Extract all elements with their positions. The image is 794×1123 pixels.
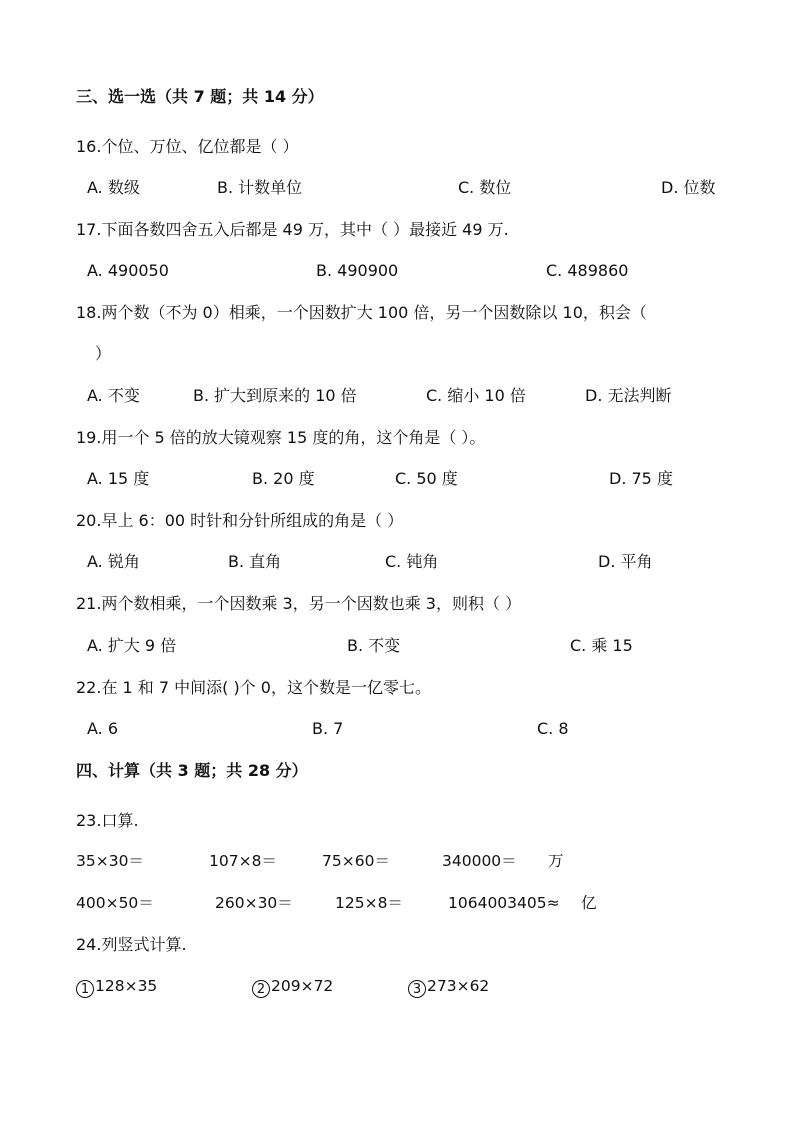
q16-option-b: B. 计数单位 — [217, 178, 303, 197]
q20-option-a: A. 锐角 — [87, 552, 140, 571]
q17-option-a: A. 490050 — [87, 261, 169, 280]
q23-row2-unit: 亿 — [581, 894, 597, 912]
q22-option-b: B. 7 — [312, 719, 344, 738]
q22-option-a: A. 6 — [87, 719, 119, 738]
question-18-stem: 18.两个数（不为 0）相乘，一个因数扩大 100 倍，另一个因数除以 10，积会（ — [76, 303, 647, 322]
q22-option-c: C. 8 — [537, 719, 569, 738]
q23-row1-item-3: 75×60＝ — [322, 852, 390, 870]
q18-option-a: A. 不变 — [87, 386, 140, 405]
q20-option-b: B. 直角 — [228, 552, 282, 571]
question-24-stem: 24.列竖式计算. — [76, 935, 187, 954]
question-23-stem: 23.口算. — [76, 811, 139, 830]
q16-option-c: C. 数位 — [458, 178, 512, 197]
q19-option-d: D. 75 度 — [609, 469, 673, 488]
q23-row1-item-2: 107×8＝ — [209, 852, 277, 870]
q20-option-c: C. 钝角 — [385, 552, 439, 571]
q24-item-1-expr: 128×35 — [95, 977, 158, 995]
question-18-stem-cont: ） — [95, 344, 112, 363]
q18-option-c: C. 缩小 10 倍 — [426, 386, 526, 405]
q24-item-3 — [408, 976, 489, 998]
q20-option-d: D. 平角 — [598, 552, 653, 571]
q21-option-b: B. 不变 — [347, 636, 401, 655]
q21-option-c: C. 乘 15 — [570, 636, 633, 655]
q16-option-d: D. 位数 — [661, 178, 716, 197]
q16-option-a: A. 数级 — [87, 178, 140, 197]
q19-option-a: A. 15 度 — [87, 469, 150, 488]
q23-row1-item-1: 35×30＝ — [76, 852, 144, 870]
question-21-stem: 21.两个数相乘，一个因数乘 3，另一个因数也乘 3，则积（ ） — [76, 594, 522, 613]
q19-option-c: C. 50 度 — [395, 469, 458, 488]
q23-row2-item-3: 125×8＝ — [335, 894, 403, 912]
question-20-stem: 20.早上 6：00 时针和分针所组成的角是（ ） — [76, 511, 404, 530]
section-title-choice: 三、选一选（共 7 题；共 14 分） — [76, 87, 324, 106]
q24-item-2 — [252, 976, 333, 998]
q24-item-2-expr: 209×72 — [271, 977, 334, 995]
q23-row2-item-4: 1064003405≈ — [448, 894, 560, 912]
q24-item-1 — [76, 976, 157, 998]
q23-row2-item-2: 260×30＝ — [215, 894, 293, 912]
circled-number-1: 1 — [76, 980, 94, 998]
circled-number-2: 2 — [252, 980, 270, 998]
q18-option-b: B. 扩大到原来的 10 倍 — [193, 386, 357, 405]
question-17-stem: 17.下面各数四舍五入后都是 49 万，其中（ ）最接近 49 万. — [76, 220, 509, 239]
section-title-calculation: 四、计算（共 3 题；共 28 分） — [76, 761, 308, 780]
q17-option-b: B. 490900 — [316, 261, 399, 280]
q24-item-3-expr: 273×62 — [427, 977, 490, 995]
circled-number-3: 3 — [408, 980, 426, 998]
q17-option-c: C. 489860 — [546, 261, 629, 280]
q18-option-d: D. 无法判断 — [585, 386, 672, 405]
q21-option-a: A. 扩大 9 倍 — [87, 636, 177, 655]
q23-row2-item-1: 400×50＝ — [76, 894, 154, 912]
q23-row1-unit: 万 — [548, 852, 564, 870]
question-22-stem: 22.在 1 和 7 中间添( )个 0，这个数是一亿零七。 — [76, 678, 431, 697]
q19-option-b: B. 20 度 — [252, 469, 315, 488]
question-19-stem: 19.用一个 5 倍的放大镜观察 15 度的角，这个角是（ ）。 — [76, 428, 486, 447]
question-16-stem: 16.个位、万位、亿位都是（ ） — [76, 137, 299, 156]
q23-row1-item-4: 340000＝ — [442, 852, 517, 870]
